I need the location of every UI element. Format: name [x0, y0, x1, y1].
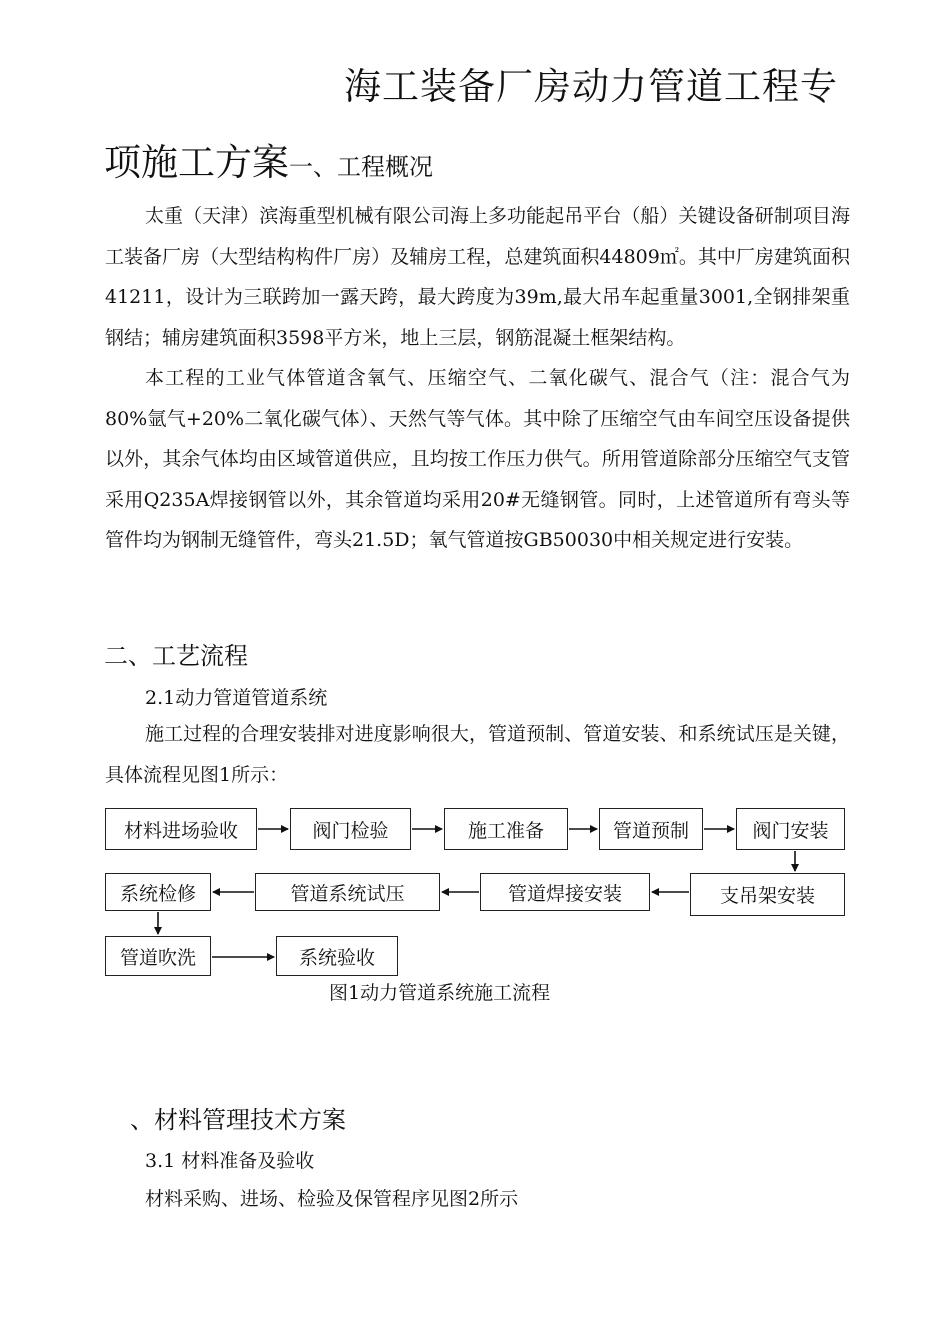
document-title-line1: 海工装备厂房动力管道工程专: [344, 65, 838, 108]
flow-step-support-install: 支吊架安装: [690, 873, 845, 916]
section1-paragraph-2: 本工程的工业气体管道含氧气、压缩空气、二氧化碳气、混合气（注：混合气为80%氩气+20%二氧化碳气体）、天然气等气体。其中除了压缩空气由车间空压设备提供以外，其余气体均由区域管道供应，且均按工作压力供气。所用管道除部分压缩空气支管采用Q235A焊接钢管以外，其余管道均采用20#无缝钢管。同时，上述管道所有弯头等管件均为钢制无缝管件，弯头21.5D；氧气管道按GB50030中相关规定进行安装。: [105, 367, 850, 551]
section3-subheading: 3.1 材料准备及验收: [145, 1150, 315, 1172]
flow-step-system-acceptance: 系统验收: [276, 936, 398, 976]
flow-step-construction-prep: 施工准备: [444, 808, 568, 850]
section2-subheading: 2.1动力管道管道系统: [145, 687, 328, 709]
section3-heading: 、材料管理技术方案: [130, 1106, 346, 1134]
section1-heading: 一、工程概况: [289, 153, 433, 181]
flow-step-pipe-welding: 管道焊接安装: [480, 873, 650, 911]
document-title-line2-text: 项施工方案: [104, 141, 289, 184]
flow-step-pipe-flushing: 管道吹洗: [105, 936, 211, 976]
flow-step-pipe-prefab: 管道预制: [599, 808, 703, 850]
flow-step-material-inspection: 材料进场验收: [105, 808, 257, 850]
section1-paragraph-1: 太重（天津）滨海重型机械有限公司海上多功能起吊平台（船）关键设备研制项目海工装备厂房（大型结构构件厂房）及辅房工程，总建筑面积44809㎡。其中厂房建筑面积41211，设计为三联跨加一露天跨，最大跨度为39m,最大吊车起重量3001,全钢排架重钢结；辅房建筑面积3598平方米，地上三层，钢筋混凝土框架结构。: [105, 205, 850, 349]
section3-line: 材料采购、进场、检验及保管程序见图2所示: [145, 1188, 519, 1210]
section2-heading: 二、工艺流程: [104, 642, 248, 670]
flow-step-valve-inspection: 阀门检验: [290, 808, 411, 850]
flow-step-system-repair: 系统检修: [105, 873, 211, 911]
section2-paragraph: 施工过程的合理安装排对进度影响很大，管道预制、管道安装、和系统试压是关键，具体流程见图1所示：: [105, 723, 850, 786]
flow-step-valve-install: 阀门安装: [736, 808, 845, 850]
figure-caption: 图1动力管道系统施工流程: [329, 982, 551, 1004]
flow-step-pressure-test: 管道系统试压: [255, 873, 440, 911]
